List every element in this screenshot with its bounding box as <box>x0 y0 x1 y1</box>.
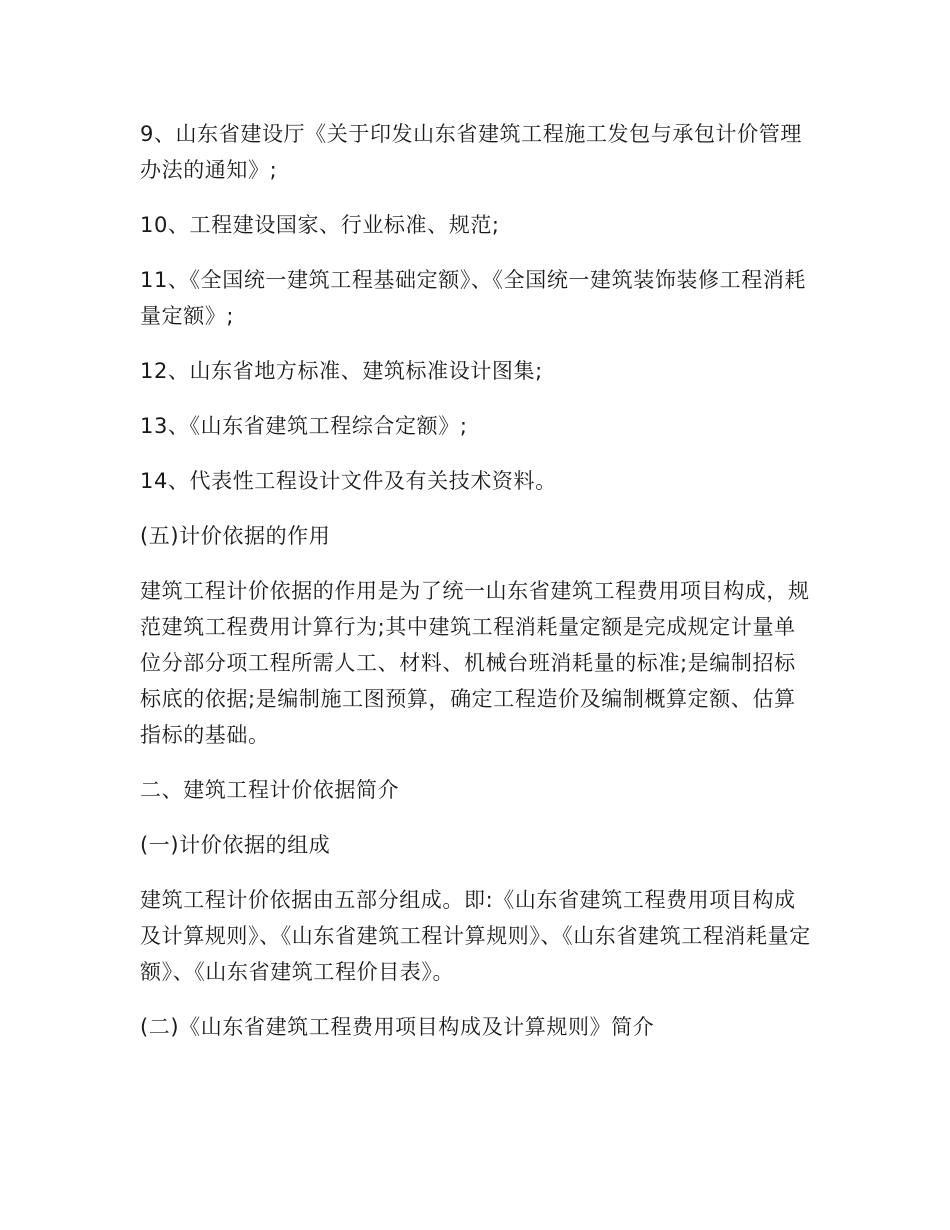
list-item-12: 12、山东省地方标准、建筑标准设计图集; <box>140 359 543 383</box>
list-item-13: 13、《山东省建筑工程综合定额》; <box>140 414 468 438</box>
list-item-14: 14、代表性工程设计文件及有关技术资料。 <box>140 469 557 493</box>
section-heading-composition: (一)计价依据的组成 <box>140 833 331 857</box>
body-paragraph-role: 建筑工程计价依据的作用是为了统一山东省建筑工程费用项目构成，规范建筑工程费用计算行为;其中建筑工程消耗量定额是完成规定计量单位分部分项工程所需人工、材料、机械台班消耗量的标准;是编制招标标底的依据;是编制施工图预算，确定工程造价及编制概算定额、估算指标的基础。 <box>140 579 810 747</box>
section-heading-role: (五)计价依据的作用 <box>140 524 331 548</box>
section-heading-cost-rules: (二)《山东省建筑工程费用项目构成及计算规则》简介 <box>140 1015 655 1039</box>
chapter-heading-intro: 二、建筑工程计价依据简介 <box>140 778 400 802</box>
document-body <box>140 116 812 1064</box>
body-paragraph-composition: 建筑工程计价依据由五部分组成。即:《山东省建筑工程费用项目构成及计算规则》、《山东省建筑工程计算规则》、《山东省建筑工程消耗量定额》、《山东省建筑工程价目表》。 <box>140 888 811 984</box>
list-item-11: 11、《全国统一建筑工程基础定额》、《全国统一建筑装饰装修工程消耗量定额》; <box>140 268 807 328</box>
list-item-9: 9、山东省建设厅《关于印发山东省建筑工程施工发包与承包计价管理办法的通知》; <box>140 122 802 182</box>
list-item-10: 10、工程建设国家、行业标准、规范; <box>140 213 500 237</box>
